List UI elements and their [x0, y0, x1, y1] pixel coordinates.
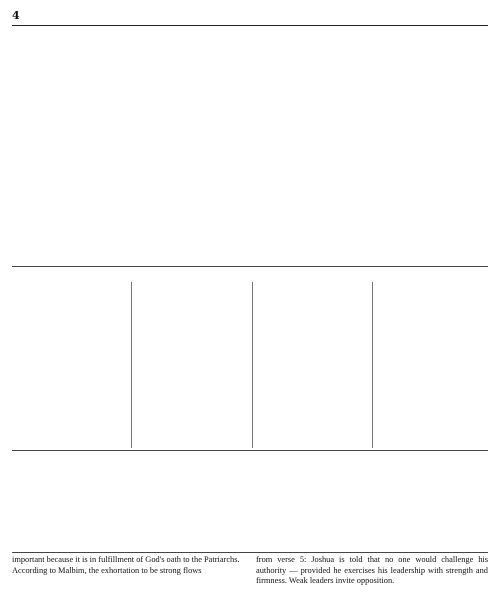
commentary-heading: [250, 268, 369, 280]
english-paragraph-right: from verse 5: Joshua is told that no one would challenge his authority — provided he exercises his leadership with strength and firmness. Weak leaders invite opposition.: [256, 555, 488, 585]
commentary-headings: [12, 268, 488, 280]
commentary-column: [131, 282, 247, 448]
commentary-heading: [369, 268, 488, 280]
commentary-column: [372, 282, 488, 448]
page-header: [12, 6, 488, 24]
page-number: 4: [12, 8, 20, 22]
verse-line: [12, 221, 488, 239]
footnote-block: [12, 454, 488, 550]
commentary-heading: [131, 268, 250, 280]
commentary-column: [12, 282, 127, 448]
verse-line: [12, 168, 488, 186]
commentary-columns: [12, 282, 488, 448]
verse-line: [12, 63, 488, 81]
book-title: [12, 9, 20, 22]
verse-commentary-divider: [12, 266, 488, 267]
verse-line: [12, 28, 488, 46]
verse-line: [12, 203, 488, 221]
verse-line: [12, 186, 488, 204]
verse-line: [12, 133, 488, 151]
verse-line: [12, 81, 488, 99]
verse-block: [12, 28, 488, 264]
footnote-divider: [12, 450, 488, 451]
commentary-heading: [12, 268, 131, 280]
verse-line: [12, 116, 488, 134]
verse-line: [12, 151, 488, 169]
english-paragraph-left: important because it is in fulfillment of God's oath to the Patriarchs. According to Malbim, the exhortation to be strong flows: [12, 555, 240, 575]
header-rule: [12, 25, 488, 26]
verse-line: [12, 46, 488, 64]
verse-line: [12, 238, 488, 256]
commentary-column: [252, 282, 368, 448]
verse-line: [12, 98, 488, 116]
english-commentary: [12, 552, 488, 591]
